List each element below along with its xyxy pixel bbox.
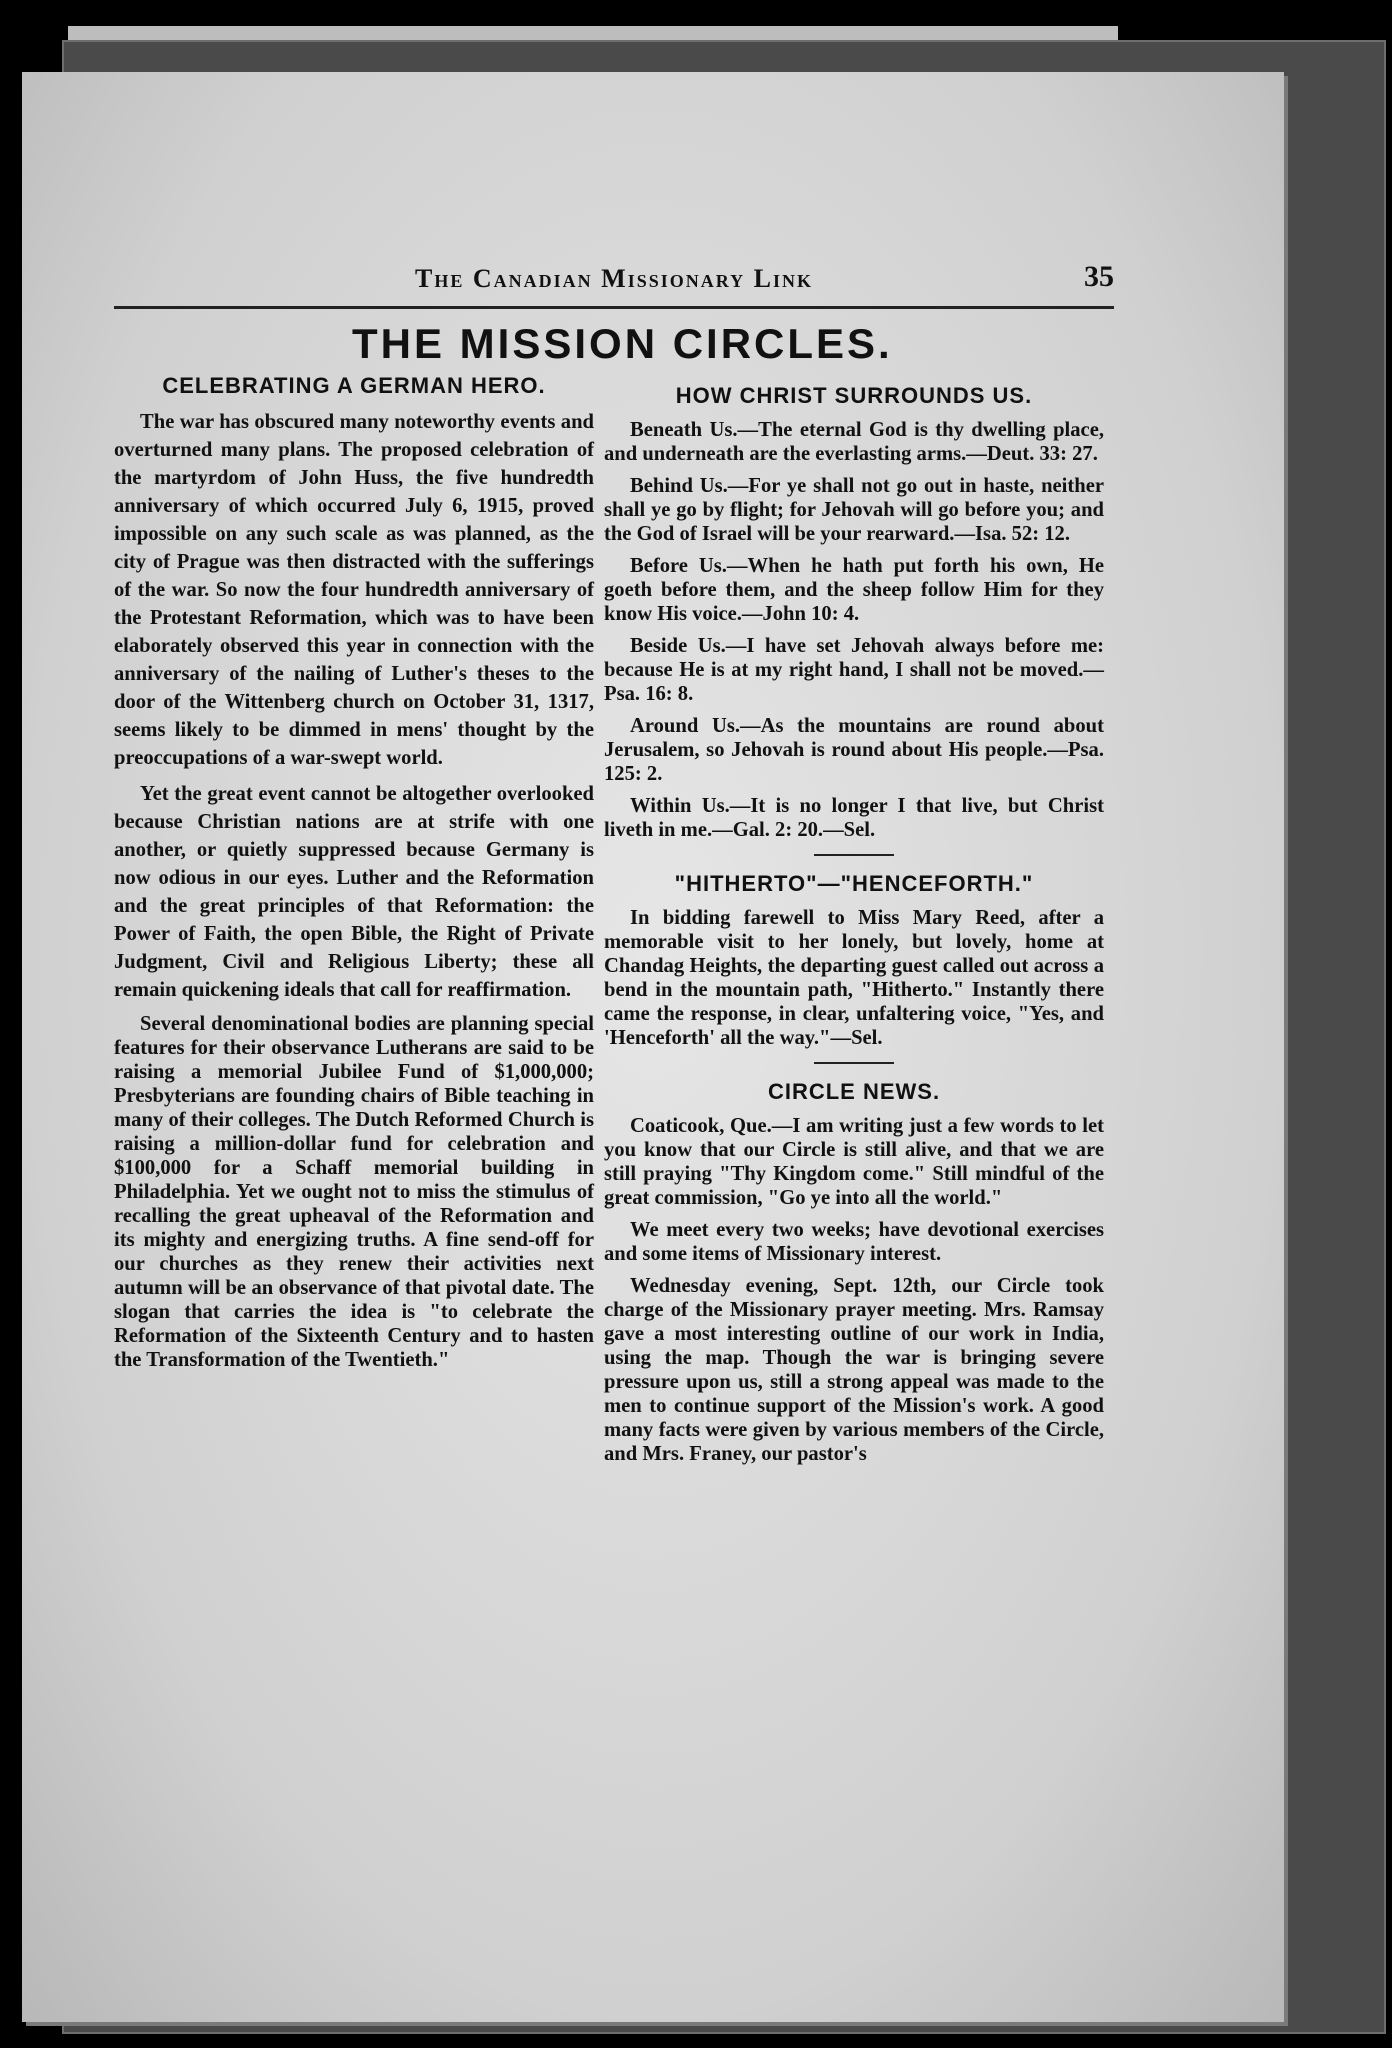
section-divider bbox=[814, 1062, 894, 1064]
right-paragraph: In bidding farewell to Miss Mary Reed, after a memorable visit to her lonely, but lovely, home at Chandag Heights, the departing guest called out across a bend in the mountain path, "Hitherto." Instantly there came the response, in clear, unfaltering voice, "Yes, and 'Henceforth' all the way."—Sel. bbox=[604, 907, 1104, 1049]
left-paragraph: The war has obscured many noteworthy events and overturned many plans. The proposed celebration of the martyrdom of John Huss, the five hundredth anniversary of which occurred July 6, 1915, proved impossible on any such scale as was planned, as the city of Prague was then distracted with the sufferings of the war. So now the four hundredth anniversary of the Protestant Reformation, which was to have been elaborately observed this year in connection with the anniversary of the nailing of Luther's theses to the door of the Wittenberg church on October 31, 1317, seems likely to be dimmed in mens' thought by the preoccupations of a war-swept world. bbox=[114, 411, 594, 769]
left-paragraph: Several denominational bodies are planning special features for their observance Lutherans are said to be raising a memorial Jubilee Fund of $1,000,000; Presbyterians are founding chairs of Bible teaching in many of their colleges. The Dutch Reformed Church is raising a million-dollar fund for celebration and $100,000 for a Schaff memorial building in Philadelphia. Yet we ought not to miss the stimulus of recalling the great upheaval of the Reformation and its mighty and energizing truths. A fine send-off for our churches as they renew their activities next autumn will be an observance of that pivotal date. The slogan that carries the idea is "to celebrate the Reformation of the Sixteenth Century and to hasten the Transformation of the Twentieth." bbox=[114, 1013, 594, 1371]
right-paragraph: Wednesday evening, Sept. 12th, our Circle took charge of the Missionary prayer meeting. Mrs. Ramsay gave a most interesting outline of our work in India, using the map. Though the war is bringing severe pressure upon us, still a strong appeal was made to the men to continue support of the Mission's work. A good many facts were given by various members of the Circle, and Mrs. Franey, our pastor's bbox=[604, 1275, 1104, 1465]
section-heading-surrounds: HOW CHRIST SURROUNDS US. bbox=[675, 383, 1033, 408]
right-paragraph: We meet every two weeks; have devotional exercises and some items of Missionary interest. bbox=[604, 1219, 1104, 1265]
right-paragraph: Around Us.—As the mountains are round about Jerusalem, so Jehovah is round about His people.—Psa. 125: 2. bbox=[604, 715, 1104, 785]
left-paragraph: Yet the great event cannot be altogether overlooked because Christian nations are at strife with one another, or quietly suppressed because Germany is now odious in our eyes. Luther and the Reformation and the great principles of that Reformation: the Power of Faith, the open Bible, the Right of Private Judgment, Civil and Religious Liberty; these all remain quickening ideals that call for reaffirmation. bbox=[114, 783, 594, 1001]
right-column bbox=[604, 382, 1104, 1474]
right-paragraph: Before Us.—When he hath put forth his own, He goeth before them, and the sheep follow Him for they know His voice.—John 10: 4. bbox=[604, 555, 1104, 625]
right-paragraph: Beside Us.—I have set Jehovah always before me: because He is at my right hand, I shall not be moved.—Psa. 16: 8. bbox=[604, 635, 1104, 705]
right-paragraph: Beneath Us.—The eternal God is thy dwelling place, and underneath are the everlasting arms.—Deut. 33: 27. bbox=[604, 419, 1104, 465]
right-paragraph: Behind Us.—For ye shall not go out in haste, neither shall ye go by flight; for Jehovah will go before you; and the God of Israel will be your rearward.—Isa. 52: 12. bbox=[604, 475, 1104, 545]
section-divider bbox=[814, 854, 894, 856]
left-heading: CELEBRATING A GERMAN HERO. bbox=[162, 373, 546, 398]
page-header bbox=[114, 260, 1114, 309]
page-number: 35 bbox=[1084, 260, 1114, 293]
right-paragraph: Within Us.—It is no longer I that live, but Christ liveth in me.—Gal. 2: 20.—Sel. bbox=[604, 795, 1104, 841]
document-page bbox=[22, 72, 1284, 2022]
section-heading-circle-news: CIRCLE NEWS. bbox=[767, 1079, 941, 1104]
right-paragraph: Coaticook, Que.—I am writing just a few words to let you know that our Circle is still alive, and that we are still praying "Thy Kingdom come." Still mindful of the great commission, "Go ye into all the world." bbox=[604, 1115, 1104, 1209]
running-title: The Canadian Missionary Link bbox=[415, 264, 813, 293]
section-heading-hitherto: "HITHERTO"—"HENCEFORTH." bbox=[674, 871, 1034, 896]
left-column bbox=[114, 372, 594, 1380]
main-title: THE MISSION CIRCLES. bbox=[352, 320, 893, 367]
